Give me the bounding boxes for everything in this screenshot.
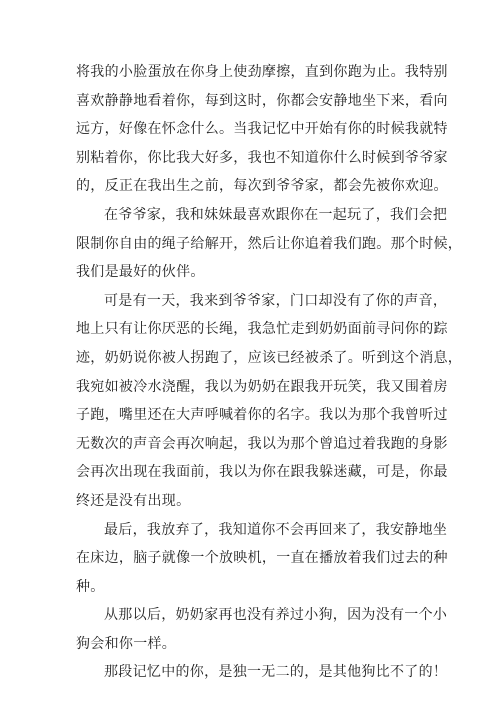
paragraph-2	[76, 201, 463, 287]
paragraph-5	[76, 601, 448, 658]
text-line: 狗会和你一样。	[76, 635, 177, 652]
paragraph-4	[76, 516, 448, 602]
text-line: 远方，好像在怀念什么。当我记忆中开始有你的时候我就特	[76, 121, 448, 138]
document-body	[76, 58, 463, 687]
text-line: 的，反正在我出生之前，每次到爷爷家，都会先被你欢迎。	[76, 178, 448, 195]
text-line: 在床边，脑子就像一个放映机，一直在播放着我们过去的种	[76, 550, 448, 567]
text-line: 将我的小脸蛋放在你身上使劲摩擦，直到你跑为止。我特别	[76, 64, 448, 80]
paragraph-1	[76, 58, 448, 201]
text-line: 最后，我放弃了，我知道你不会再回来了，我安静地坐	[104, 521, 448, 538]
paragraph-3	[76, 287, 463, 516]
text-line: 我们是最好的伙伴。	[76, 264, 205, 281]
paragraph-6	[76, 658, 448, 687]
text-line: 在爷爷家，我和妹妹最喜欢跟你在一起玩了，我们会把	[104, 206, 448, 223]
text-line: 那段记忆中的你，是独一无二的，是其他狗比不了的！	[104, 664, 448, 681]
text-line: 种。	[76, 578, 105, 595]
text-line: 从那以后，奶奶家再也没有养过小狗，因为没有一个小	[104, 607, 448, 624]
text-line: 可是有一天，我来到爷爷家，门口却没有了你的声音，	[104, 292, 448, 309]
text-line: 别粘着你，你比我大好多，我也不知道你什么时候到爷爷家	[76, 149, 448, 166]
text-line: 终还是没有出现。	[76, 492, 191, 509]
text-line: 子跑，嘴里还在大声呼喊着你的名字。我以为那个我曾听过	[76, 407, 448, 424]
text-line: 我宛如被冷水浇醒，我以为奶奶在跟我开玩笑，我又围着房	[76, 378, 448, 395]
text-line: 无数次的声音会再次响起，我以为那个曾追过着我跑的身影	[76, 435, 448, 452]
text-line: 迹，奶奶说你被人拐跑了，应该已经被杀了。听到这个消息，	[76, 349, 463, 366]
text-line: 喜欢静静地看着你，每到这时，你都会安静地坐下来，看向	[76, 92, 448, 109]
text-line: 限制你自由的绳子给解开，然后让你追着我们跑。那个时候，	[76, 235, 463, 252]
text-line: 会再次出现在我面前，我以为你在跟我躲迷藏，可是，你最	[76, 464, 448, 481]
text-line: 地上只有让你厌恶的长绳，我急忙走到奶奶面前寻问你的踪	[76, 321, 448, 338]
